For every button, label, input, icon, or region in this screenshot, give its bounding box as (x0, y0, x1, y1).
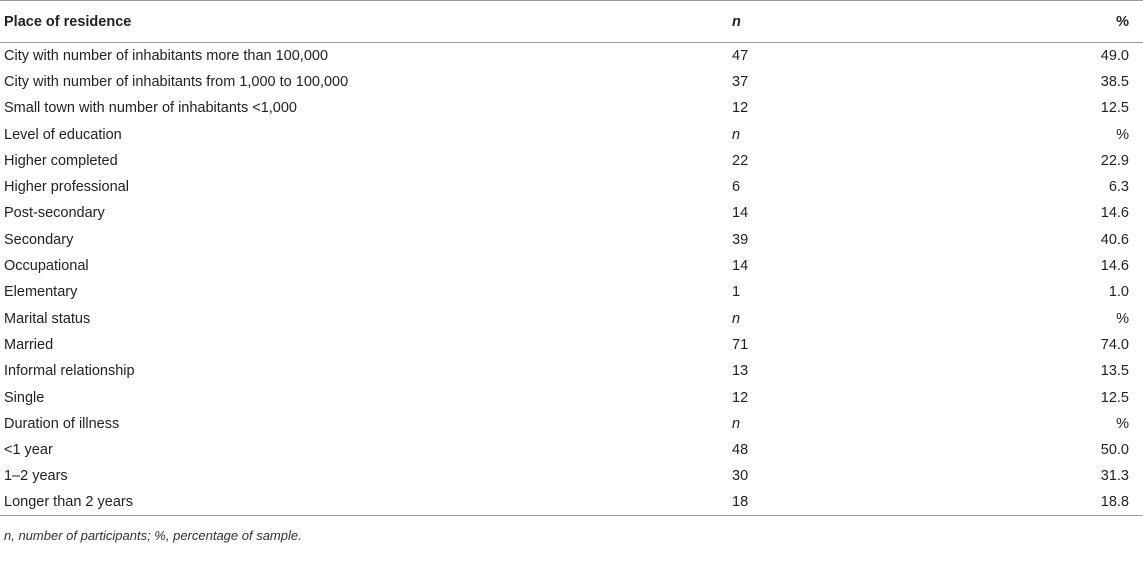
percent-cell: 13.5 (1100, 363, 1129, 380)
table-row (0, 358, 1143, 384)
row-label-cell: Longer than 2 years (0, 490, 728, 516)
row-label-cell: Single (4, 389, 45, 406)
table-row (0, 148, 1143, 174)
n-cell: n (732, 126, 741, 143)
table-row (0, 437, 1143, 463)
percent-cell: 31.3 (1100, 468, 1129, 485)
percent-cell: 50.0 (1100, 442, 1129, 459)
n-cell: 71 (732, 336, 749, 353)
percent-cell: 14.6 (1100, 205, 1129, 222)
table-row (0, 253, 1143, 279)
table-section-row (0, 411, 1143, 437)
n-cell: n (732, 415, 741, 432)
percent-cell: % (1116, 310, 1129, 327)
percent-cell: 74.0 (1100, 336, 1129, 353)
row-label-cell: <1 year (4, 442, 53, 459)
table-row (0, 43, 1143, 69)
section-label-cell: Level of education (4, 126, 122, 143)
header-place-of-residence: Place of residence (0, 1, 728, 43)
percent-cell: % (1116, 126, 1129, 143)
table-footnote: n, number of participants; %, percentage of sample. (4, 528, 302, 544)
n-cell: 14 (732, 258, 749, 275)
row-label-cell: Secondary (4, 231, 74, 248)
n-cell: 18 (728, 490, 1068, 516)
percent-cell: % (1116, 415, 1129, 432)
percent-cell: 38.5 (1100, 73, 1129, 90)
percent-cell: 12.5 (1100, 389, 1129, 406)
n-cell: 48 (732, 442, 749, 459)
header-n: n (728, 1, 1068, 43)
percent-cell: 6.3 (1108, 179, 1129, 196)
row-label-cell: Higher completed (4, 152, 118, 169)
n-cell: 39 (732, 231, 749, 248)
row-label-cell: Elementary (4, 284, 78, 301)
percent-cell: 18.8 (1068, 490, 1143, 516)
n-cell: 12 (732, 389, 749, 406)
row-label-cell: Married (4, 336, 54, 353)
row-label-cell: Small town with number of inhabitants <1,000 (4, 100, 297, 117)
n-cell: 1 (732, 284, 741, 301)
percent-cell: 40.6 (1100, 231, 1129, 248)
row-label-cell: 1–2 years (4, 468, 68, 485)
n-cell: 6 (732, 179, 741, 196)
table-section-row (0, 121, 1143, 147)
section-label-cell: Duration of illness (4, 415, 120, 432)
row-label-cell: Post-secondary (4, 205, 105, 222)
table-row (0, 279, 1143, 305)
row-label-cell: Occupational (4, 258, 89, 275)
percent-cell: 14.6 (1100, 258, 1129, 275)
table-row (0, 200, 1143, 226)
table-row (0, 227, 1143, 253)
table-body (0, 43, 1143, 516)
n-cell: 22 (732, 152, 749, 169)
percent-cell: 12.5 (1100, 100, 1129, 117)
table-row (0, 463, 1143, 489)
row-label-cell: Informal relationship (4, 363, 135, 380)
n-cell: 37 (732, 73, 749, 90)
row-label-cell: City with number of inhabitants more than 100,000 (4, 47, 329, 64)
table-row (0, 384, 1143, 410)
n-cell: 12 (732, 100, 749, 117)
table-row (0, 95, 1143, 121)
n-cell: 13 (732, 363, 749, 380)
table-section-row (0, 305, 1143, 331)
header-percent: % (1068, 1, 1143, 43)
n-cell: 47 (732, 47, 749, 64)
percent-cell: 22.9 (1100, 152, 1129, 169)
row-label-cell: City with number of inhabitants from 1,000 to 100,000 (4, 73, 349, 90)
n-cell: 14 (732, 205, 749, 222)
percent-cell: 1.0 (1108, 284, 1129, 301)
table-row (0, 69, 1143, 95)
table-row (0, 490, 1143, 516)
section-label-cell: Marital status (4, 310, 91, 327)
table-row (0, 332, 1143, 358)
table-header (0, 1, 1143, 43)
table-header-row (0, 1, 1143, 43)
table-row (0, 174, 1143, 200)
row-label-cell: Higher professional (4, 179, 129, 196)
percent-cell: 49.0 (1100, 47, 1129, 64)
n-cell: n (732, 310, 741, 327)
n-cell: 30 (732, 468, 749, 485)
